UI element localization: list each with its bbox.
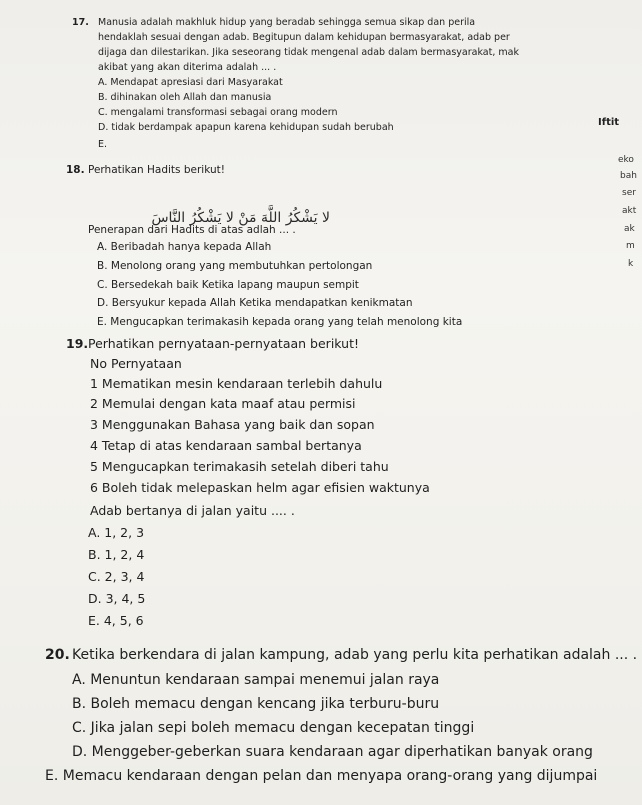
side-fragment-3: bah <box>620 171 637 181</box>
q19-option-b: B. 1, 2, 4 <box>88 547 145 562</box>
side-fragment-5: akt <box>622 206 637 216</box>
q20-number: 20. <box>45 647 70 663</box>
q20-option-a: A. Menuntun kendaraan sampai menemui jalan raya <box>72 672 440 688</box>
side-fragment-8: k <box>628 259 634 269</box>
q17-line-4: akibat yang akan diterima adalah ... . <box>98 62 277 73</box>
q20-prompt: Ketika berkendara di jalan kampung, adab yang perlu kita perhatikan adalah ... . <box>72 647 638 663</box>
q17-line-1: Manusia adalah makhluk hidup yang beradab sehingga semua sikap dan perila <box>98 17 476 28</box>
side-fragment-6: ak <box>624 224 635 234</box>
q17-number: 17. <box>72 17 89 28</box>
statement-row-5: 5 Mengucapkan terimakasih setelah diberi tahu <box>90 459 389 474</box>
q18-option-c: C. Bersedekah baik Ketika lapang maupun sempit <box>97 279 359 291</box>
q20-option-c: C. Jika jalan sepi boleh memacu dengan kecepatan tinggi <box>72 720 475 736</box>
side-fragment-7: m <box>626 241 635 251</box>
statement-row-4: 4 Tetap di atas kendaraan sambal bertanya <box>90 438 362 453</box>
q17-line-2: hendaklah sesuai dengan adab. Begitupun dalam kehidupan bermasyarakat, adab per <box>98 32 510 43</box>
q19-option-e: E. 4, 5, 6 <box>88 613 144 628</box>
q18-prompt: Perhatikan Hadits berikut! <box>88 164 225 176</box>
q20-option-e: E. Memacu kendaraan dengan pelan dan menyapa orang-orang yang dijumpai <box>45 768 598 784</box>
q19-option-c: C. 2, 3, 4 <box>88 569 145 584</box>
hadith-arabic-text: لا يَشْكُرُ اللَّهَ مَنْ لا يَشْكُرُ النَّاسَ <box>151 210 330 226</box>
q19-option-d: D. 3, 4, 5 <box>88 591 146 606</box>
q17-line-3: dijaga dan dilestarikan. Jika seseorang tidak mengenal adab dalam bermasyarakat, mak <box>98 47 519 58</box>
q18-option-b: B. Menolong orang yang membutuhkan pertolongan <box>97 260 373 272</box>
q17-option-a: A. Mendapat apresiasi dari Masyarakat <box>98 77 283 88</box>
q20-option-b: B. Boleh memacu dengan kencang jika terburu-buru <box>72 696 440 712</box>
q17-option-d: D. tidak berdampak apapun karena kehidupan sudah berubah <box>98 122 394 133</box>
statement-row-3: 3 Menggunakan Bahasa yang baik dan sopan <box>90 417 375 432</box>
q17-option-c: C. mengalami transformasi sebagai orang modern <box>98 107 338 118</box>
q18-option-a: A. Beribadah hanya kepada Allah <box>97 241 272 253</box>
side-fragment-4: ser <box>622 188 636 198</box>
q20-option-d: D. Menggeber-geberkan suara kendaraan agar diperhatikan banyak orang <box>72 744 593 760</box>
q17-option-b: B. dihinakan oleh Allah dan manusia <box>98 92 272 103</box>
q18-number: 18. <box>66 164 85 176</box>
q17-option-e: E. <box>98 139 108 150</box>
statement-row-1: 1 Mematikan mesin kendaraan terlebih dahulu <box>90 376 383 391</box>
q18-question: Penerapan dari Hadits di atas adlah ... . <box>88 224 296 236</box>
q18-option-d: D. Bersyukur kepada Allah Ketika mendapatkan kenikmatan <box>97 297 413 309</box>
side-fragment-2: eko <box>618 155 634 165</box>
statement-row-6: 6 Boleh tidak melepaskan helm agar efisien waktunya <box>90 480 430 495</box>
q19-question: Adab bertanya di jalan yaitu .... . <box>90 503 295 518</box>
statements-table-header: No Pernyataan <box>90 356 182 371</box>
q19-number: 19. <box>66 336 89 351</box>
q18-option-e: E. Mengucapkan terimakasih kepada orang yang telah menolong kita <box>97 316 463 328</box>
statement-row-2: 2 Memulai dengan kata maaf atau permisi <box>90 396 356 411</box>
q19-prompt: Perhatikan pernyataan-pernyataan berikut! <box>88 336 359 351</box>
q19-option-a: A. 1, 2, 3 <box>88 525 145 540</box>
side-fragment-1: Iftit <box>598 117 620 128</box>
